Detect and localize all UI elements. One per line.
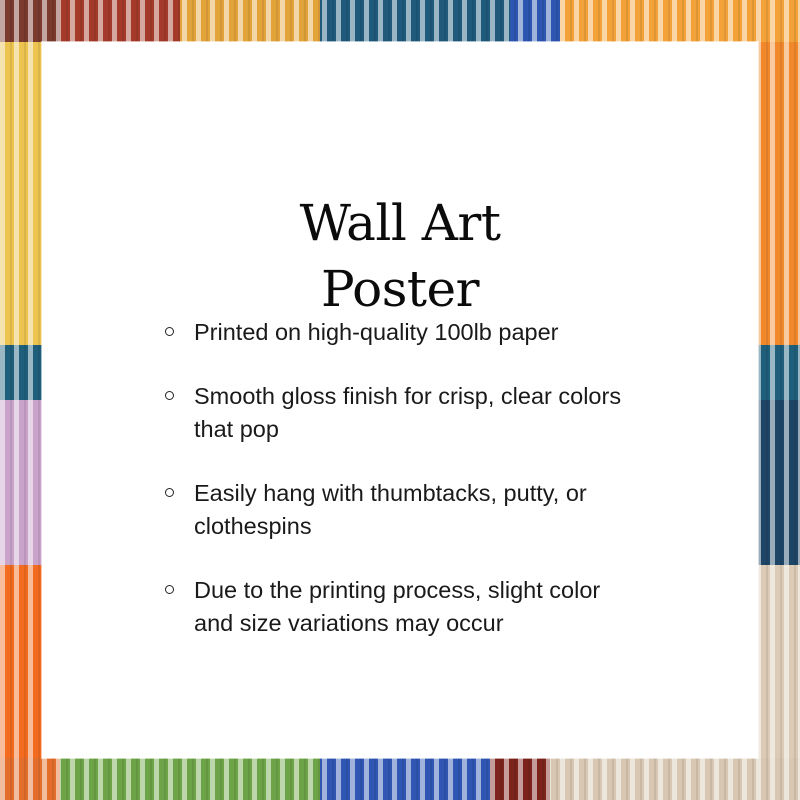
circle-bullet-icon <box>165 585 174 594</box>
feature-item <box>164 477 634 543</box>
feature-item <box>164 316 634 349</box>
feature-item <box>164 380 634 446</box>
circle-bullet-icon <box>165 488 174 497</box>
feature-text: Smooth gloss finish for crisp, clear colors that pop <box>194 383 622 442</box>
circle-bullet-icon <box>165 327 174 336</box>
feature-text: Easily hang with thumbtacks, putty, or clothespins <box>194 480 587 539</box>
page-title <box>42 190 758 322</box>
feature-text: Printed on high-quality 100lb paper <box>194 319 559 345</box>
feature-item <box>164 574 634 640</box>
title-line-1: Wall Art <box>299 194 501 252</box>
circle-bullet-icon <box>165 391 174 400</box>
feature-list <box>164 316 634 671</box>
feature-text: Due to the printing process, slight color and size variations may occur <box>194 577 601 636</box>
title-line-2: Poster <box>321 260 479 318</box>
